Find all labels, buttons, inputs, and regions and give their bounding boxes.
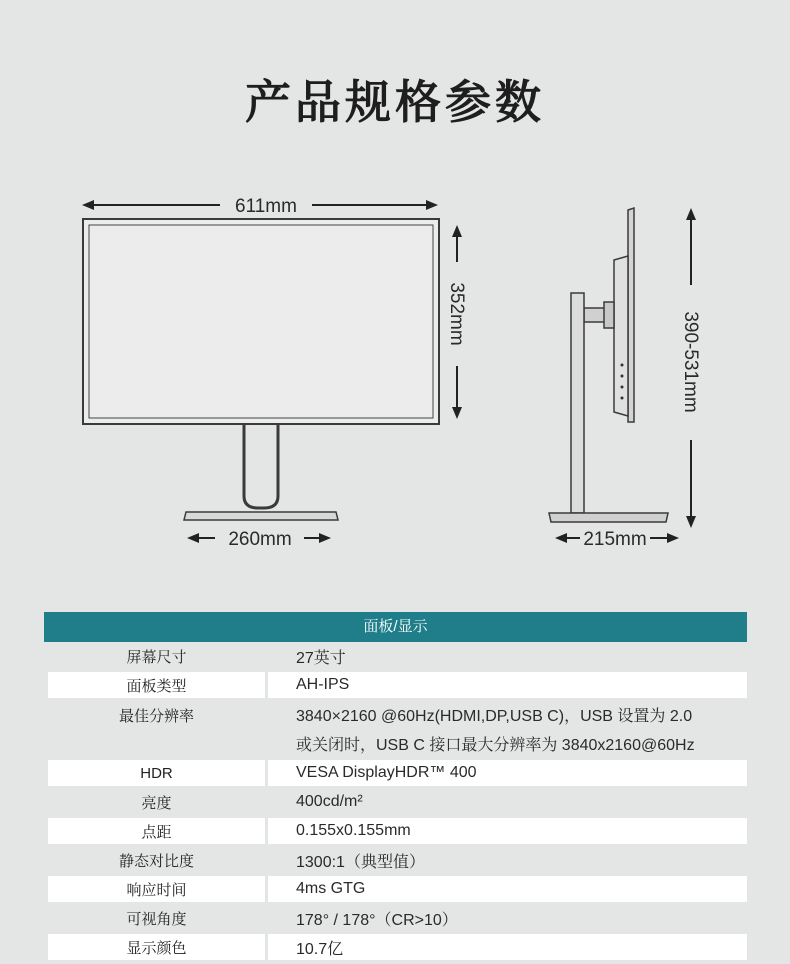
spec-value: 1300:1（典型值） [268, 847, 747, 873]
spec-value: 0.155x0.155mm [268, 818, 747, 844]
spec-row-resolution [44, 701, 747, 757]
spec-value-line-1: 3840×2160 @60Hz(HDMI,DP,USB C)，USB 设置为 2.0 [296, 708, 693, 725]
spec-label: HDR [48, 760, 265, 786]
page-title: 产品规格参数 [245, 75, 545, 129]
spec-label: 静态对比度 [48, 847, 265, 873]
section-header-panel-display: 面板/显示 [44, 612, 747, 642]
front-view-drawing [82, 196, 467, 550]
spec-row-response-time [44, 876, 747, 902]
spec-row-viewing-angle [44, 905, 747, 931]
base-width-label: 260mm [228, 529, 292, 550]
spec-row-panel-type [44, 672, 747, 698]
spec-row-hdr [44, 760, 747, 786]
spec-row-display-colors [44, 934, 747, 960]
spec-value-line-2: 或关闭时，USB C 接口最大分辨率为 3840x2160@60Hz [296, 737, 695, 754]
front-stand-neck [244, 424, 278, 508]
spec-value: AH-IPS [268, 672, 747, 698]
monitor-dimension-diagram [0, 190, 790, 560]
spec-row-brightness [44, 789, 747, 815]
side-view-drawing [549, 208, 701, 550]
spec-row-pixel-pitch [44, 818, 747, 844]
front-stand-base [184, 512, 338, 520]
spec-row-screen-size [44, 643, 747, 669]
side-stand-column [571, 293, 584, 513]
front-screen [83, 219, 439, 424]
spec-value: 400cd/m² [268, 789, 747, 815]
side-stand-base [549, 513, 668, 522]
side-height-label: 390-531mm [680, 311, 701, 413]
spec-value: 4ms GTG [268, 876, 747, 902]
front-height-label: 352mm [446, 282, 467, 346]
spec-label: 亮度 [48, 789, 265, 815]
spec-label: 响应时间 [48, 876, 265, 902]
spec-row-contrast [44, 847, 747, 873]
front-width-label: 611mm [235, 196, 297, 217]
spec-label: 点距 [48, 818, 265, 844]
spec-label: 面板类型 [48, 672, 265, 698]
spec-label: 可视角度 [48, 905, 265, 931]
spec-value [268, 701, 747, 757]
spec-value: 178° / 178°（CR>10） [268, 905, 747, 931]
spec-value: VESA DisplayHDR™ 400 [268, 760, 747, 786]
spec-label: 显示颜色 [48, 934, 265, 960]
spec-table [44, 643, 747, 963]
side-depth-label: 215mm [583, 529, 647, 550]
spec-label: 屏幕尺寸 [48, 643, 265, 669]
spec-label: 最佳分辨率 [48, 701, 265, 757]
spec-value: 10.7亿 [268, 934, 747, 960]
spec-value: 27英寸 [268, 643, 747, 669]
